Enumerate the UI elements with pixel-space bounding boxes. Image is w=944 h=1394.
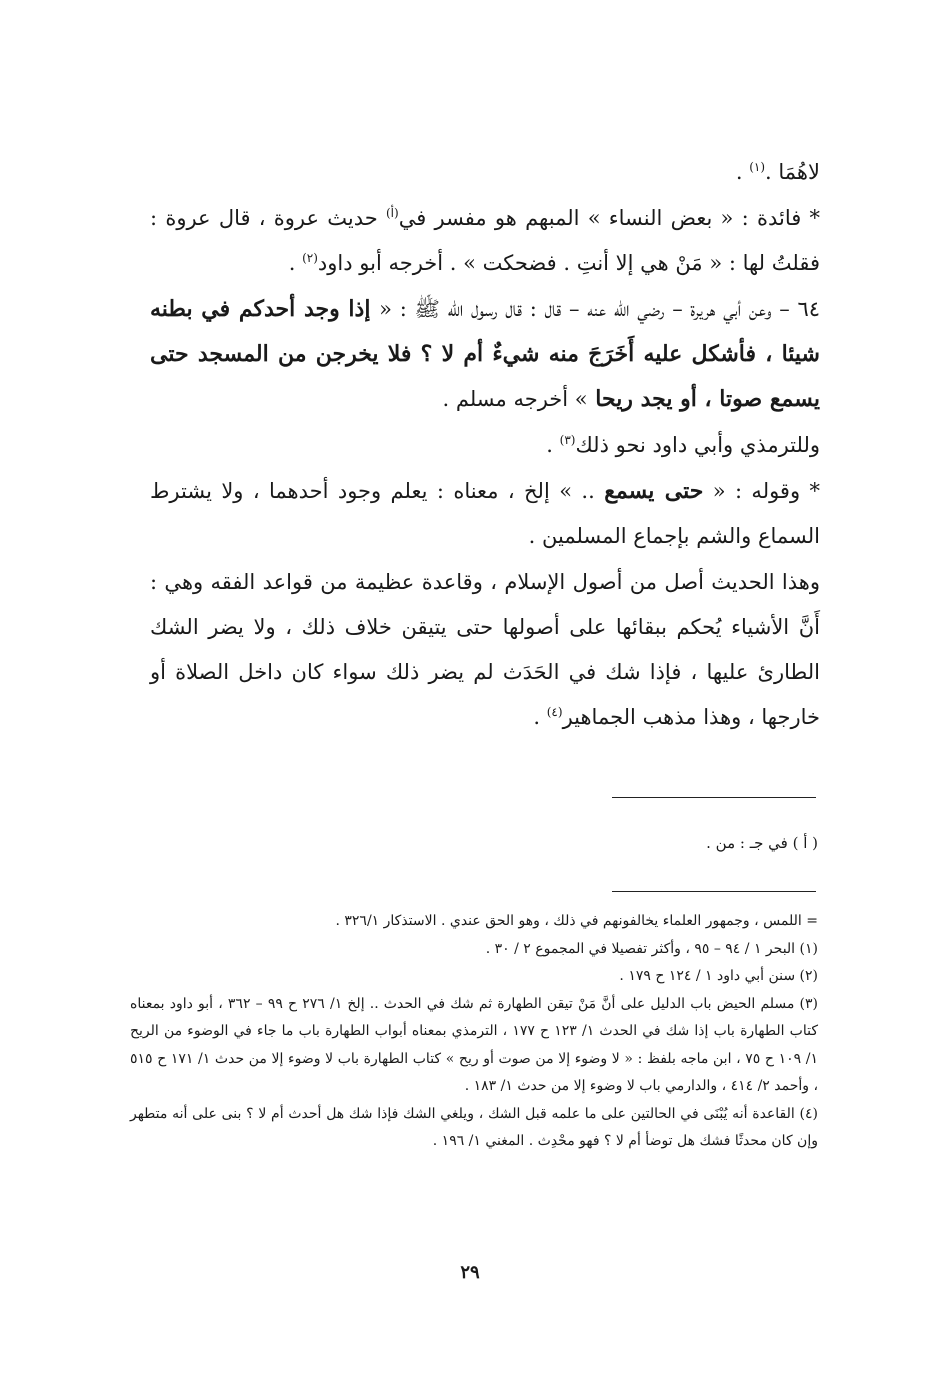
footnote-3: (٣) مسلم الحيض باب الدليل على أنَّ مَنْ تيقن الطهارة ثم شك في الحدث .. إلخ ١/ ٢٧٦ ح ٩٩ – ٣٦٢ ، أبو داود بمعناه كتاب الطهارة باب إذا شك في الحدث ١/ ١٢٣ ح ١٧٧ ، الترمذي بمعناه أبواب الطهارة باب ما جاء في الوضوء من الريح ١/ ١٠٩ ح ٧٥ ، ابن ماجه بلفظ : « لا وضوء إلا من صوت أو ريح » كتاب الطهارة باب لا وضوء إلا من حدث ١/ ١٧١ ح ٥١٥ ، وأحمد ٢/ ٤١٤ ، والدارمي باب لا وضوء إلا من حدث ١/ ١٨٣ . [130, 995, 819, 1094]
paragraph-text: * فائدة : « بعض النساء » المبهم هو مفسر في [398, 206, 821, 230]
quoted-phrase: حتى يسمع [604, 478, 704, 504]
footnote-ref[interactable]: (٣) [559, 433, 576, 447]
paragraph-explanation [150, 469, 820, 559]
paragraph-benefit [150, 196, 820, 286]
paragraph-text: . [533, 705, 547, 729]
paragraph-text: . [288, 251, 303, 275]
paragraph-continuation [150, 150, 820, 195]
paragraph-principle [150, 560, 820, 740]
paragraph-hadith-64 [150, 287, 820, 422]
variant-ref[interactable]: (أ) [386, 206, 399, 220]
paragraph-text: . [735, 160, 750, 184]
paragraph-text: لاهُمَا . [765, 160, 820, 184]
footnote-1: (١) البحر ١ / ٩٤ – ٩٥ ، وأكثر تفصيلا في المجموع ٢ / ٣٠ . [485, 940, 818, 957]
main-text [150, 150, 820, 741]
paragraph-text: .. » إلخ ، معناه : يعلم وجود أحدهما ، ولا يشترط السماع والشم بإجماع المسلمين . [150, 479, 820, 548]
paragraph-text: وهذا الحديث أصل من أصول الإسلام ، وقاعدة عظيمة من قواعد الفقه وهي : أَنَّ الأشياء يُحكم ببقائها على أصولها حتى يتيقن خلاف ذلك ، ولا يضر الشك الطارئ عليها ، فإذا شك في الحَدَث لم يضر ذلك سواء كان داخل الصلاة أو خارجها ، وهذا مذهب الجماهير [150, 570, 820, 729]
variant-note: ( أ ) في جـ : من . [706, 834, 818, 852]
footnote-4: (٤) القاعدة أنه يُبْنَى في الحالتين على ما علمه قبل الشك ، ويلغي الشك فإذا شك هل أحدث أم لا ؟ بنى على أنه متطهر وإن كان محدثًا فشك هل توضأ أم لا ؟ فهو محْدِث . المغني ١/ ١٩٦ . [130, 1105, 818, 1149]
paragraph-text: . [546, 433, 560, 457]
footnote-ref[interactable]: (٢) [302, 251, 318, 265]
page-number: ٢٩ [460, 1262, 480, 1283]
paragraph-tirmidhi [150, 423, 820, 468]
hadith-intro: ٦٤ – وعن أبي هريرة – رضي الله عنه – قال : قال رسول الله ﷺ : « [379, 297, 820, 321]
hadith-source: » أخرجه مسلم . [442, 387, 588, 411]
paragraph-text: * وقوله : « [703, 479, 821, 503]
footnote-ref[interactable]: (٤) [546, 705, 563, 719]
footnotes [130, 908, 818, 1156]
footnote-continuation: = اللمس ، وجمهور العلماء يخالفونهم في ذلك ، وهو الحق عندي . الاستذكار ٣٢٦/١ . [335, 913, 818, 929]
paragraph-text: وللترمذي وأبي داود نحو ذلك [575, 433, 820, 457]
paragraph-text: حديث عروة ، قال عروة : فقلتُ لها : « مَنْ هي إلا أنتِ . فضحكت » . أخرجه أبو داود [150, 206, 820, 275]
footnote-ref[interactable]: (١) [749, 160, 766, 174]
hadith-text: إذا وجد أحدكم في بطنه شيئا ، فأشكل عليه أَخَرَجَ منه شيءٌ أم لا ؟ فلا يخرجن من المسجد حتى يسمع صوتا ، أو يجد ريحا [150, 296, 820, 412]
footnote-2: (٢) سنن أبي داود ١ / ١٢٤ ح ١٧٩ . [619, 968, 818, 984]
footnote-divider [612, 891, 816, 892]
variant-divider [612, 797, 816, 798]
